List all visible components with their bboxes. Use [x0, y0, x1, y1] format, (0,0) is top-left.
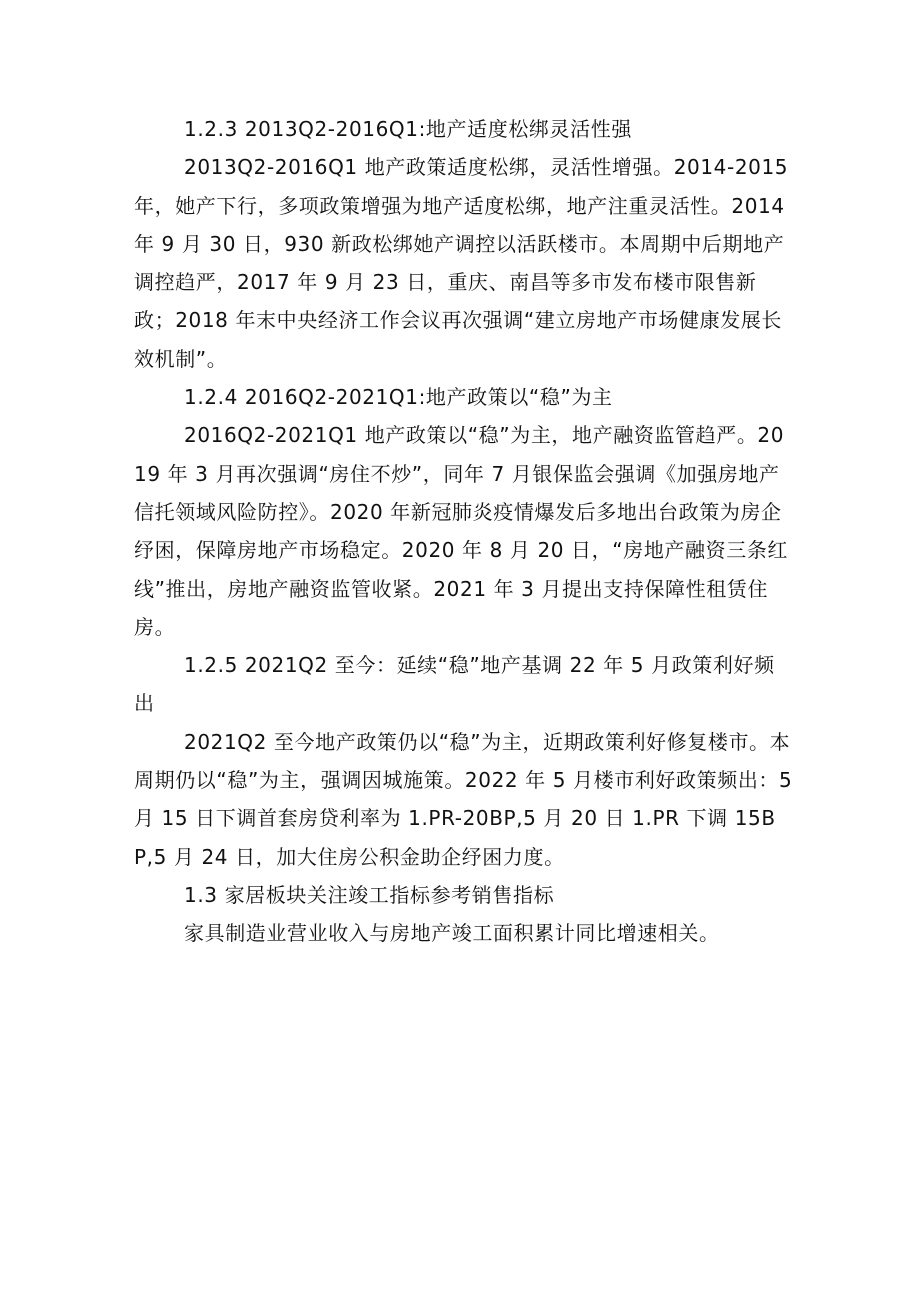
- document-body: [134, 110, 794, 953]
- section-heading-1-2-3: 1.2.3 2013Q2-2016Q1:地产适度松绑灵活性强: [184, 117, 632, 141]
- paragraph-1-2-3: 2013Q2-2016Q1 地产政策适度松绑，灵活性增强。2014-2015 年，她产下行，多项政策增强为地产适度松绑，地产注重灵活性。2014 年 9 月 30 日，930 新政松绑她产调控以活跃楼市。本周期中后期地产调控趋严，2017 年 9 月 23 日，重庆、南昌等多市发布楼市限售新政；2018 年末中央经济工作会议再次强调“建立房地产市场健康发展长效机制”。: [134, 155, 789, 371]
- paragraph-1-3: 家具制造业营业收入与房地产竣工面积累计同比增速相关。: [184, 921, 720, 946]
- paragraph-1-2-5: 2021Q2 至今地产政策仍以“稳”为主，近期政策利好修复楼市。本周期仍以“稳”为主，强调因城施策。2022 年 5 月楼市利好政策频出：5 月 15 日下调首套房贷利率为 1.PR-20BP,5 月 20 日 1.PR 下调 15BP,5 月 24 日，加大住房公积金助企纾困力度。: [134, 729, 793, 869]
- section-heading-1-3: 1.3 家居板块关注竣工指标参考销售指标: [184, 882, 555, 907]
- section-heading-1-2-5: 1.2.5 2021Q2 至今：延续“稳”地产基调 22 年 5 月政策利好频出: [134, 653, 775, 716]
- paragraph-1-2-4: 2016Q2-2021Q1 地产政策以“稳”为主，地产融资监管趋严。2019 年 3 月再次强调“房住不炒”，同年 7 月银保监会强调《加强房地产信托领域风险防控》。2020 年新冠肺炎疫情爆发后多地出台政策为房企纾困，保障房地产市场稳定。2020 年 8 月 20 日，“房地产融资三条红线”推出，房地产融资监管收紧。2021 年 3 月提出支持保障性租赁住房。: [134, 423, 789, 639]
- section-heading-1-2-4: 1.2.4 2016Q2-2021Q1:地产政策以“稳”为主: [184, 385, 613, 410]
